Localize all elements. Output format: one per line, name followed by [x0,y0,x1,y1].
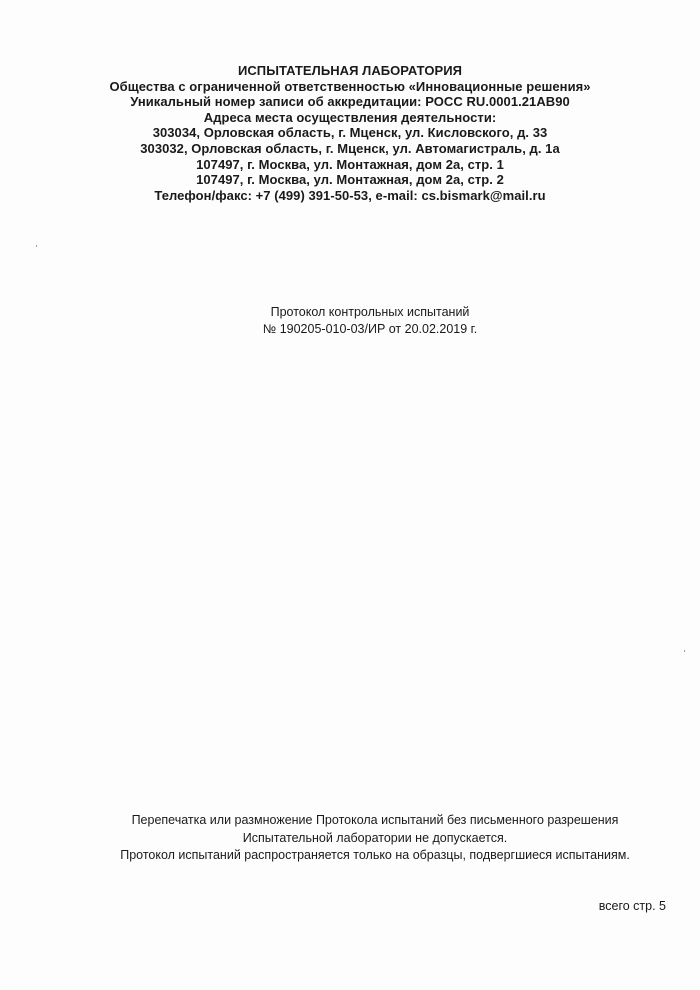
scan-speck [36,245,37,247]
footer-notice [0,812,700,865]
organization-name: Общества с ограниченной ответственностью «Инновационные решения» [109,78,591,94]
address-line: 107497, г. Москва, ул. Монтажная, дом 2а, стр. 2 [196,172,504,188]
addresses-heading: Адреса места осуществления деятельности: [203,109,497,125]
lab-title: ИСПЫТАТЕЛЬНАЯ ЛАБОРАТОРИЯ [237,63,463,78]
protocol-number: № 190205-010-03/ИР от 20.02.2019 г. [262,322,478,336]
page-count: всего стр. 5 [598,899,666,913]
address-line: 303032, Орловская область, г. Мценск, ул. Автомагистраль, д. 1а [140,140,560,156]
contact-line: Телефон/факс: +7 (499) 391-50-53, e-mail: cs.bismark@mail.ru [154,187,546,203]
address-line: 303034, Орловская область, г. Мценск, ул. Кисловского, д. 33 [152,125,548,141]
protocol-title: Протокол контрольных испытаний [270,305,470,319]
notice-line: Испытательной лаборатории не допускается. [242,830,508,845]
notice-line: Протокол испытаний распространяется только на образцы, подвергшиеся испытаниям. [120,848,630,862]
scan-speck [684,650,685,652]
notice-line: Перепечатка или размножение Протокола испытаний без письменного разрешения [131,813,619,827]
protocol-block [0,304,700,338]
lab-header [0,63,700,203]
address-line: 107497, г. Москва, ул. Монтажная, дом 2а, стр. 1 [196,156,504,172]
accreditation-number: Уникальный номер записи об аккредитации: РОСС RU.0001.21АВ90 [130,94,570,110]
